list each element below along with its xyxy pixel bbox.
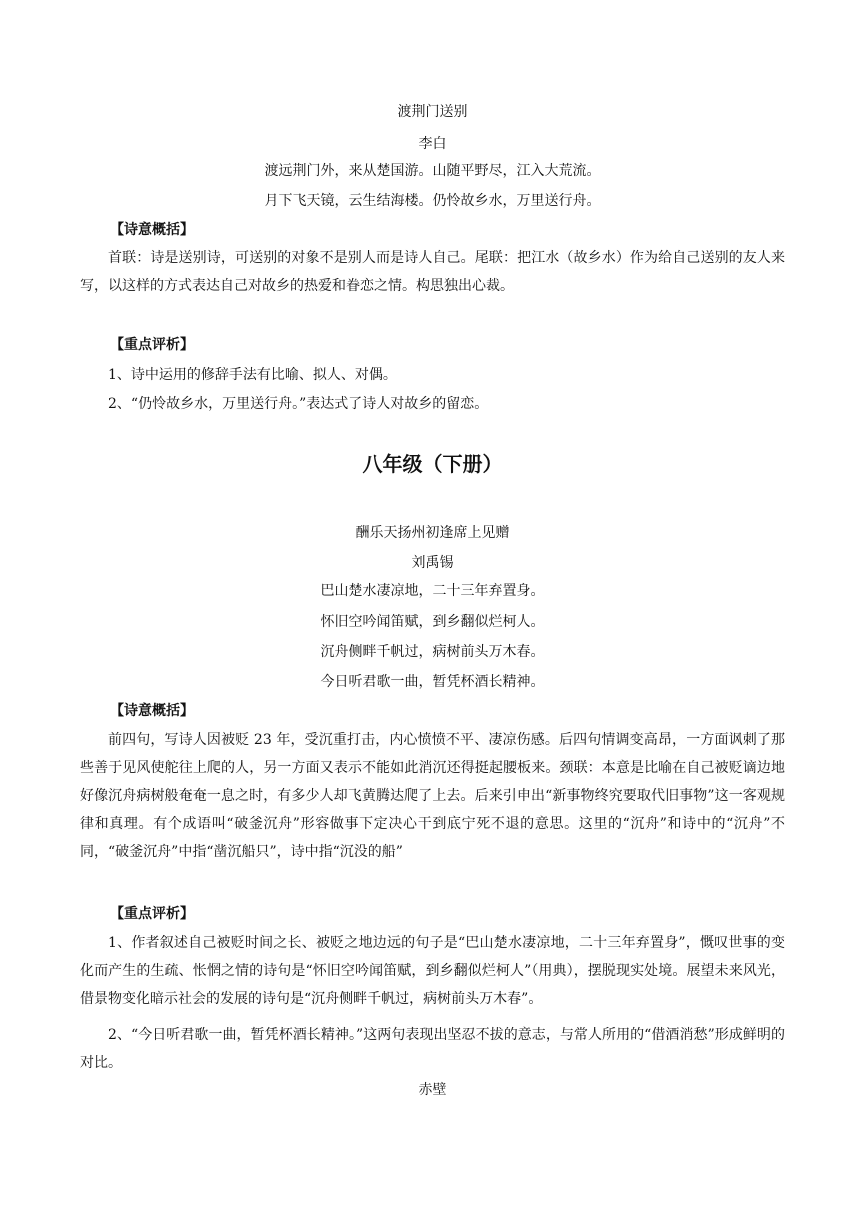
poem1-summary: 首联：诗是送别诗，可送别的对象不是别人而是诗人自己。尾联：把江水（故乡水）作为给自己送别的友人来写，以这样的方式表达自己对故乡的热爱和眷恋之情。构思独出心裁。 [80, 250, 785, 294]
poem1-summary-heading: 【诗意概括】 [110, 222, 194, 238]
poem1-analysis-item: 1、诗中运用的修辞手法有比喻、拟人、对偶。 [108, 367, 397, 383]
section-title: 八年级（下册） [362, 452, 503, 476]
poem2-analysis-item: 1、作者叙述自己被贬时间之长、被贬之地边远的句子是“巴山楚水凄凉地，二十三年弃置身”，慨叹世事的变化而产生的生疏、怅惘之情的诗句是“怀旧空吟闻笛赋，到乡翻似烂柯人”（用典），摆脱现实处境。展望未来风光，借景物变化暗示社会的发展的诗句是“沉舟侧畔千帆过，病树前头万木春”。 [80, 935, 785, 1007]
poem1-line: 渡远荆门外，来从楚国游。山随平野尽，江入大荒流。 [264, 163, 601, 179]
poem2-summary: 前四句，写诗人因被贬 23 年，受沉重打击，内心愤愤不平、凄凉伤感。后四句情调变高昂，一方面讽刺了那些善于见风使舵往上爬的人，另一方面又表示不能如此消沉还得挺起腰板来。颈联：本意是比喻在自己被贬谪边地好像沉舟病树般奄奄一息之时，有多少人却飞黄腾达爬了上去。后来引申出“新事物终究要取代旧事物”这一客观规律和真理。有个成语叫“破釜沉舟”形容做事下定决心干到底宁死不退的意思。这里的“沉舟”和诗中的“沉舟”不同，“破釜沉舟”中指“凿沉船只”，诗中指“沉没的船” [80, 732, 785, 860]
poem2-line: 巴山楚水凄凉地，二十三年弃置身。 [320, 583, 545, 599]
poem1-title: 渡荆门送别 [397, 104, 468, 120]
poem1-analysis-item: 2、“仍怜故乡水，万里送行舟。”表达式了诗人对故乡的留恋。 [108, 396, 489, 412]
poem2-analysis-heading: 【重点评析】 [110, 906, 194, 922]
poem3-title: 赤壁 [418, 1082, 447, 1098]
poem1-analysis-heading: 【重点评析】 [110, 337, 194, 353]
poem1-line: 月下飞天镜，云生结海楼。仍怜故乡水，万里送行舟。 [264, 193, 601, 209]
poem2-line: 沉舟侧畔千帆过，病树前头万木春。 [320, 644, 545, 660]
poem2-summary-heading: 【诗意概括】 [110, 703, 194, 719]
poem2-line: 今日听君歌一曲，暂凭杯酒长精神。 [320, 674, 545, 690]
poem2-line: 怀旧空吟闻笛赋，到乡翻似烂柯人。 [320, 614, 545, 630]
poem1-author: 李白 [418, 136, 447, 152]
poem2-title: 酬乐天扬州初逢席上见赠 [355, 525, 510, 541]
poem2-author: 刘禹锡 [411, 555, 454, 571]
poem2-analysis-item: 2、“今日听君歌一曲，暂凭杯酒长精神。”这两句表现出坚忍不拔的意志，与常人所用的“借酒消愁”形成鲜明的对比。 [80, 1027, 785, 1071]
